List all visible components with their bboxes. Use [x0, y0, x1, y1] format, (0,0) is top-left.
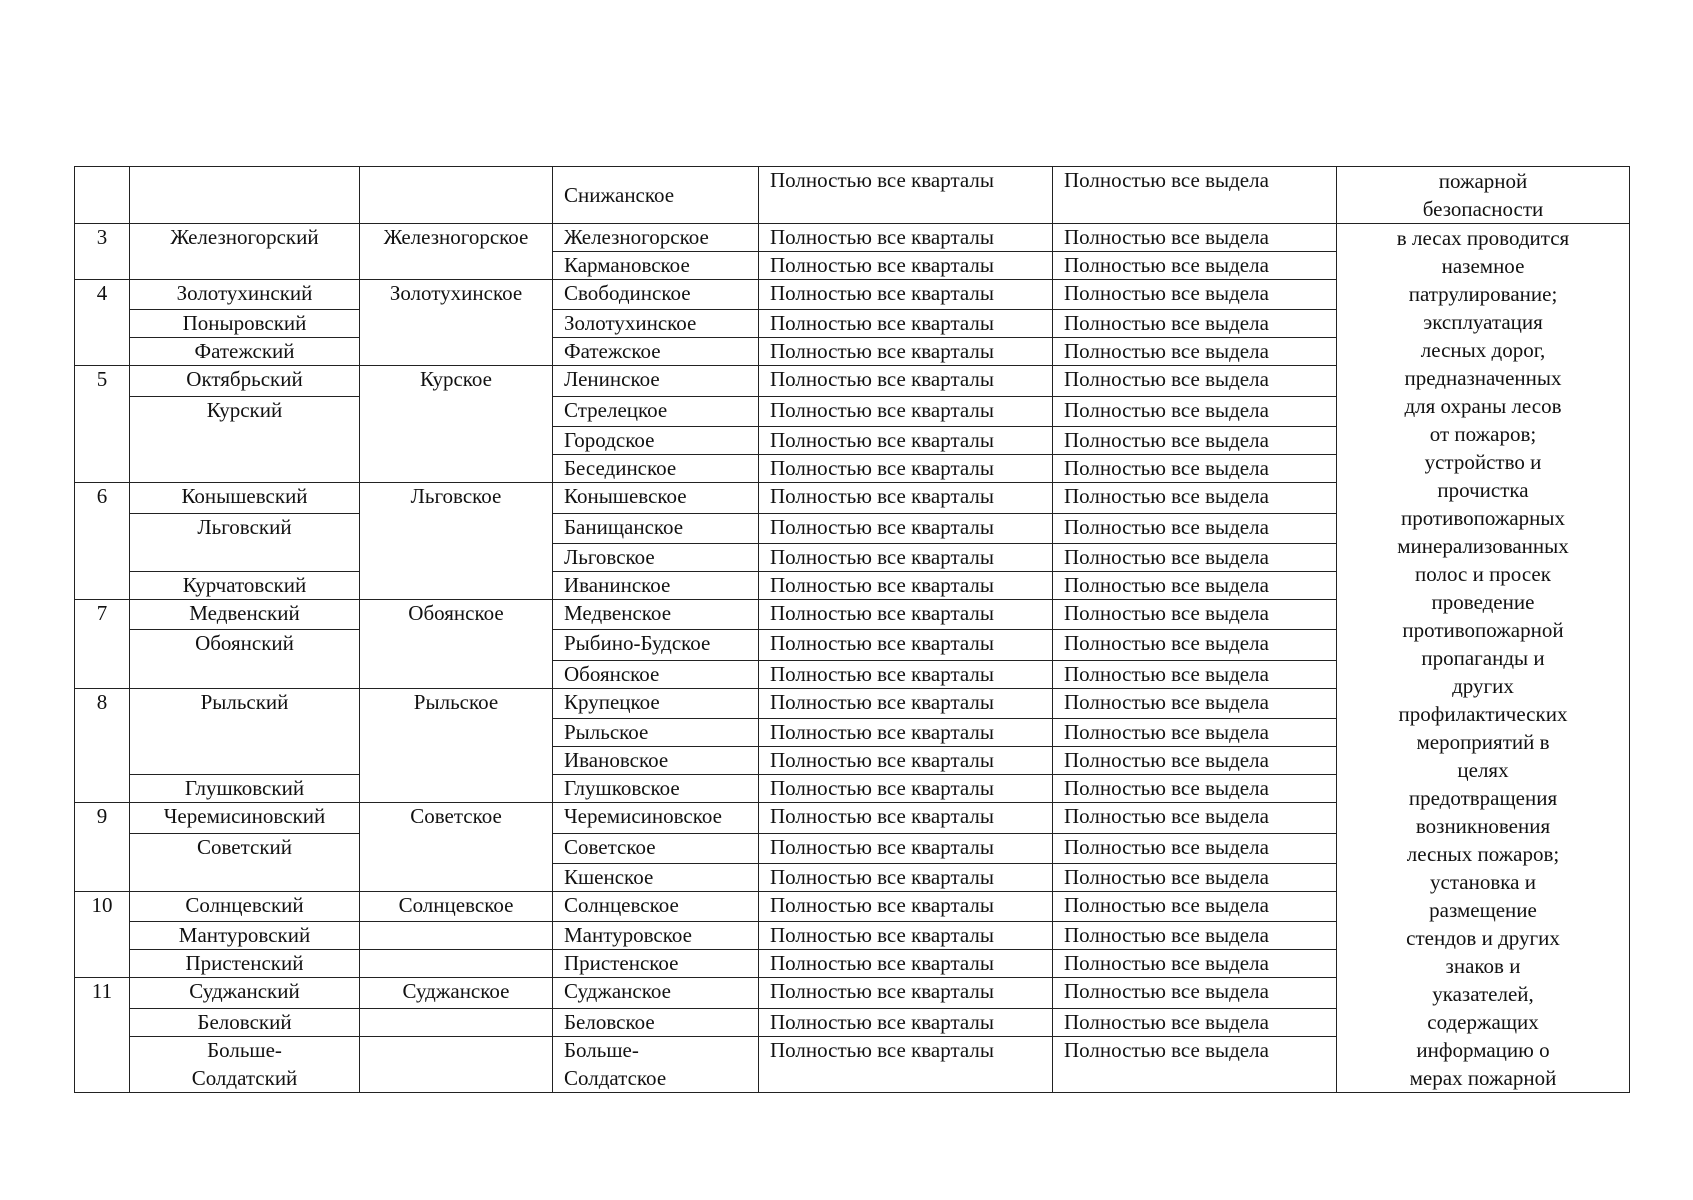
measures-line: указателей, [1432, 982, 1534, 1006]
cell-subforestry: Железногорское [553, 224, 759, 252]
measures-line: стендов и других [1406, 926, 1560, 950]
cell-plots: Полностью все выдела [1053, 864, 1337, 892]
measures-line: профилактических [1398, 702, 1568, 726]
measures-line: мероприятий в [1416, 730, 1550, 754]
cell-plots: Полностью все выдела [1053, 978, 1337, 1009]
measures-line: установка и [1430, 870, 1536, 894]
cell-subforestry: Суджанское [553, 978, 759, 1009]
cell-plots: Полностью все выдела [1053, 892, 1337, 922]
cell-quarters: Полностью все кварталы [759, 310, 1053, 338]
cell-subforestry: Ивановское [553, 747, 759, 775]
cell-subforestry: Льговское [553, 544, 759, 572]
cell-plots: Полностью все выдела [1053, 600, 1337, 630]
cell-measures-continued [1337, 167, 1630, 224]
forest-fire-safety-table [74, 166, 1630, 1093]
cell-subforestry: Советское [553, 833, 759, 863]
cell-quarters: Полностью все кварталы [759, 252, 1053, 280]
cell-plots: Полностью все выдела [1053, 719, 1337, 747]
cell-subforestry: Солнцевское [553, 892, 759, 922]
cell-plots: Полностью все выдела [1053, 224, 1337, 252]
cell-subforestry: Рыльское [553, 719, 759, 747]
cell-district: Октябрьский [130, 366, 360, 396]
measures-line: противопожарной [1402, 618, 1564, 642]
cell-district: Обоянский [130, 630, 360, 688]
cell-district: Льговский [130, 513, 360, 571]
cell-quarters: Полностью все кварталы [759, 483, 1053, 513]
table-row [75, 224, 1630, 252]
cell-district: Железногорский [130, 224, 360, 280]
measures-line: лесных дорог, [1420, 338, 1546, 362]
cell-district [130, 1037, 360, 1093]
cell-forestry: Советское [360, 803, 553, 892]
cell-subforestry-line: Солдатское [564, 1065, 667, 1090]
measures-line: противопожарных [1400, 506, 1566, 530]
cell-number: 4 [75, 280, 130, 366]
cell-subforestry: Иванинское [553, 572, 759, 600]
cell-subforestry: Золотухинское [553, 310, 759, 338]
cell-quarters: Полностью все кварталы [759, 803, 1053, 833]
cell-subforestry: Свободинское [553, 280, 759, 310]
cell-plots: Полностью все выдела [1053, 572, 1337, 600]
cell-forestry [360, 1009, 553, 1037]
cell-district: Глушковский [130, 775, 360, 803]
cell-subforestry: Ленинское [553, 366, 759, 396]
cell-district: Беловский [130, 1009, 360, 1037]
cell-forestry [360, 1037, 553, 1093]
measures-line: наземное [1441, 254, 1525, 278]
cell-quarters: Полностью все кварталы [759, 224, 1053, 252]
measures-line: пропаганды и [1421, 646, 1545, 670]
measures-line: знаков и [1445, 954, 1521, 978]
cell-plots: Полностью все выдела [1053, 544, 1337, 572]
cell-forestry: Железногорское [360, 224, 553, 280]
measures-line: целях [1457, 758, 1509, 782]
cell-number: 10 [75, 892, 130, 978]
cell-district: Мантуровский [130, 922, 360, 950]
cell-quarters: Полностью все кварталы [759, 864, 1053, 892]
cell-district: Золотухинский [130, 280, 360, 310]
cell-plots: Полностью все выдела [1053, 950, 1337, 978]
cell-quarters: Полностью все кварталы [759, 775, 1053, 803]
cell-quarters: Полностью все кварталы [759, 572, 1053, 600]
cell-forestry: Курское [360, 366, 553, 483]
cell-plots: Полностью все выдела [1053, 803, 1337, 833]
measures-line: предназначенных [1404, 366, 1562, 390]
cell-quarters: Полностью все кварталы [759, 1009, 1053, 1037]
cell-forestry [360, 950, 553, 978]
cell-subforestry: Фатежское [553, 338, 759, 366]
cell-subforestry: Обоянское [553, 660, 759, 688]
cell-district: Медвенский [130, 600, 360, 630]
cell-plots: Полностью все выдела [1053, 427, 1337, 455]
cell-quarters: Полностью все кварталы [759, 338, 1053, 366]
measures-line: лесных пожаров; [1406, 842, 1560, 866]
cell-district: Солнцевский [130, 892, 360, 922]
cell-plots: Полностью все выдела [1053, 747, 1337, 775]
cell-district-line: Больше- [207, 1038, 282, 1062]
cell-quarters: Полностью все кварталы [759, 950, 1053, 978]
cell-forestry: Обоянское [360, 600, 553, 689]
cell-quarters: Полностью все кварталы [759, 455, 1053, 483]
measures-line: размещение [1429, 898, 1537, 922]
cell-quarters: Полностью все кварталы [759, 600, 1053, 630]
cell-plots: Полностью все выдела [1053, 1009, 1337, 1037]
cell-district: Черемисиновский [130, 803, 360, 833]
cell-district: Поныровский [130, 310, 360, 338]
cell-subforestry: Кармановское [553, 252, 759, 280]
cell-subforestry: Глушковское [553, 775, 759, 803]
measures-line: патрулирование; [1408, 282, 1558, 306]
cell-subforestry: Кшенское [553, 864, 759, 892]
cell-district: Рыльский [130, 688, 360, 774]
measures-line: пожарной [1438, 169, 1528, 193]
cell-subforestry: Бесединское [553, 455, 759, 483]
table-row [75, 167, 1630, 224]
measures-line: эксплуатация [1423, 310, 1543, 334]
cell-quarters: Полностью все кварталы [759, 366, 1053, 396]
cell-subforestry: Банищанское [553, 513, 759, 543]
cell-district: Фатежский [130, 338, 360, 366]
cell-subforestry: Беловское [553, 1009, 759, 1037]
cell-plots: Полностью все выдела [1053, 688, 1337, 718]
cell-number [75, 167, 130, 224]
cell-number: 6 [75, 483, 130, 600]
cell-plots: Полностью все выдела [1053, 513, 1337, 543]
measures-line: мерах пожарной [1409, 1066, 1557, 1090]
cell-subforestry: Медвенское [553, 600, 759, 630]
cell-district: Пристенский [130, 950, 360, 978]
cell-subforestry: Рыбино-Будское [553, 630, 759, 660]
cell-quarters: Полностью все кварталы [759, 427, 1053, 455]
measures-line: для охраны лесов [1404, 394, 1562, 418]
measures-line: содержащих [1427, 1010, 1539, 1034]
cell-plots: Полностью все выдела [1053, 775, 1337, 803]
cell-quarters: Полностью все кварталы [759, 747, 1053, 775]
cell-quarters: Полностью все кварталы [759, 396, 1053, 426]
cell-subforestry-line: Больше- [564, 1038, 639, 1062]
cell-subforestry: Городское [553, 427, 759, 455]
cell-plots: Полностью все выдела [1053, 366, 1337, 396]
cell-subforestry: Крупецкое [553, 688, 759, 718]
cell-forestry: Рыльское [360, 688, 553, 802]
cell-plots: Полностью все выдела [1053, 310, 1337, 338]
cell-plots: Полностью все выдела [1053, 630, 1337, 660]
cell-quarters: Полностью все кварталы [759, 978, 1053, 1009]
measures-line: от пожаров; [1429, 422, 1537, 446]
cell-subforestry: Снижанское [553, 167, 759, 224]
cell-forestry: Солнцевское [360, 892, 553, 922]
measures-line: минерализованных [1397, 534, 1569, 558]
cell-quarters: Полностью все кварталы [759, 922, 1053, 950]
cell-number: 8 [75, 688, 130, 802]
cell-number: 7 [75, 600, 130, 689]
cell-quarters: Полностью все кварталы [759, 688, 1053, 718]
cell-quarters: Полностью все кварталы [759, 892, 1053, 922]
cell-plots: Полностью все выдела [1053, 167, 1337, 224]
cell-quarters: Полностью все кварталы [759, 513, 1053, 543]
cell-forestry: Льговское [360, 483, 553, 600]
cell-plots: Полностью все выдела [1053, 483, 1337, 513]
cell-district: Курский [130, 396, 360, 482]
cell-forestry: Суджанское [360, 978, 553, 1009]
cell-forestry [360, 167, 553, 224]
cell-subforestry: Конышевское [553, 483, 759, 513]
cell-plots: Полностью все выдела [1053, 660, 1337, 688]
measures-line: проведение [1431, 590, 1535, 614]
cell-fire-safety-measures [1337, 224, 1630, 1093]
measures-line: в лесах проводится [1396, 226, 1570, 250]
cell-number: 11 [75, 978, 130, 1093]
cell-quarters: Полностью все кварталы [759, 544, 1053, 572]
measures-line: предотвращения [1408, 786, 1558, 810]
measures-line: полос и просек [1415, 562, 1551, 586]
cell-quarters: Полностью все кварталы [759, 630, 1053, 660]
cell-number: 3 [75, 224, 130, 280]
cell-subforestry: Черемисиновское [553, 803, 759, 833]
cell-quarters: Полностью все кварталы [759, 833, 1053, 863]
cell-quarters: Полностью все кварталы [759, 280, 1053, 310]
cell-district: Суджанский [130, 978, 360, 1009]
cell-subforestry: Стрелецкое [553, 396, 759, 426]
cell-plots: Полностью все выдела [1053, 833, 1337, 863]
cell-number: 5 [75, 366, 130, 483]
cell-quarters: Полностью все кварталы [759, 167, 1053, 224]
cell-district: Курчатовский [130, 572, 360, 600]
cell-forestry [360, 922, 553, 950]
cell-plots: Полностью все выдела [1053, 922, 1337, 950]
measures-line: безопасности [1422, 197, 1544, 221]
cell-number: 9 [75, 803, 130, 892]
measures-line: устройство и [1424, 450, 1542, 474]
cell-district: Конышевский [130, 483, 360, 513]
measures-line: возникновения [1415, 814, 1551, 838]
cell-plots: Полностью все выдела [1053, 280, 1337, 310]
cell-subforestry [553, 1037, 759, 1093]
cell-quarters: Полностью все кварталы [759, 660, 1053, 688]
measures-line: информацию о [1416, 1038, 1550, 1062]
cell-quarters: Полностью все кварталы [759, 719, 1053, 747]
cell-plots: Полностью все выдела [1053, 396, 1337, 426]
cell-quarters: Полностью все кварталы [759, 1037, 1053, 1093]
cell-subforestry: Мантуровское [553, 922, 759, 950]
cell-plots: Полностью все выдела [1053, 338, 1337, 366]
table-body [75, 167, 1630, 1093]
measures-line: других [1452, 674, 1514, 698]
cell-district-line: Солдатский [191, 1065, 298, 1090]
cell-plots: Полностью все выдела [1053, 1037, 1337, 1093]
cell-district: Советский [130, 833, 360, 891]
cell-forestry: Золотухинское [360, 280, 553, 366]
cell-plots: Полностью все выдела [1053, 252, 1337, 280]
cell-district [130, 167, 360, 224]
measures-line: прочистка [1437, 478, 1529, 502]
cell-plots: Полностью все выдела [1053, 455, 1337, 483]
cell-subforestry: Пристенское [553, 950, 759, 978]
